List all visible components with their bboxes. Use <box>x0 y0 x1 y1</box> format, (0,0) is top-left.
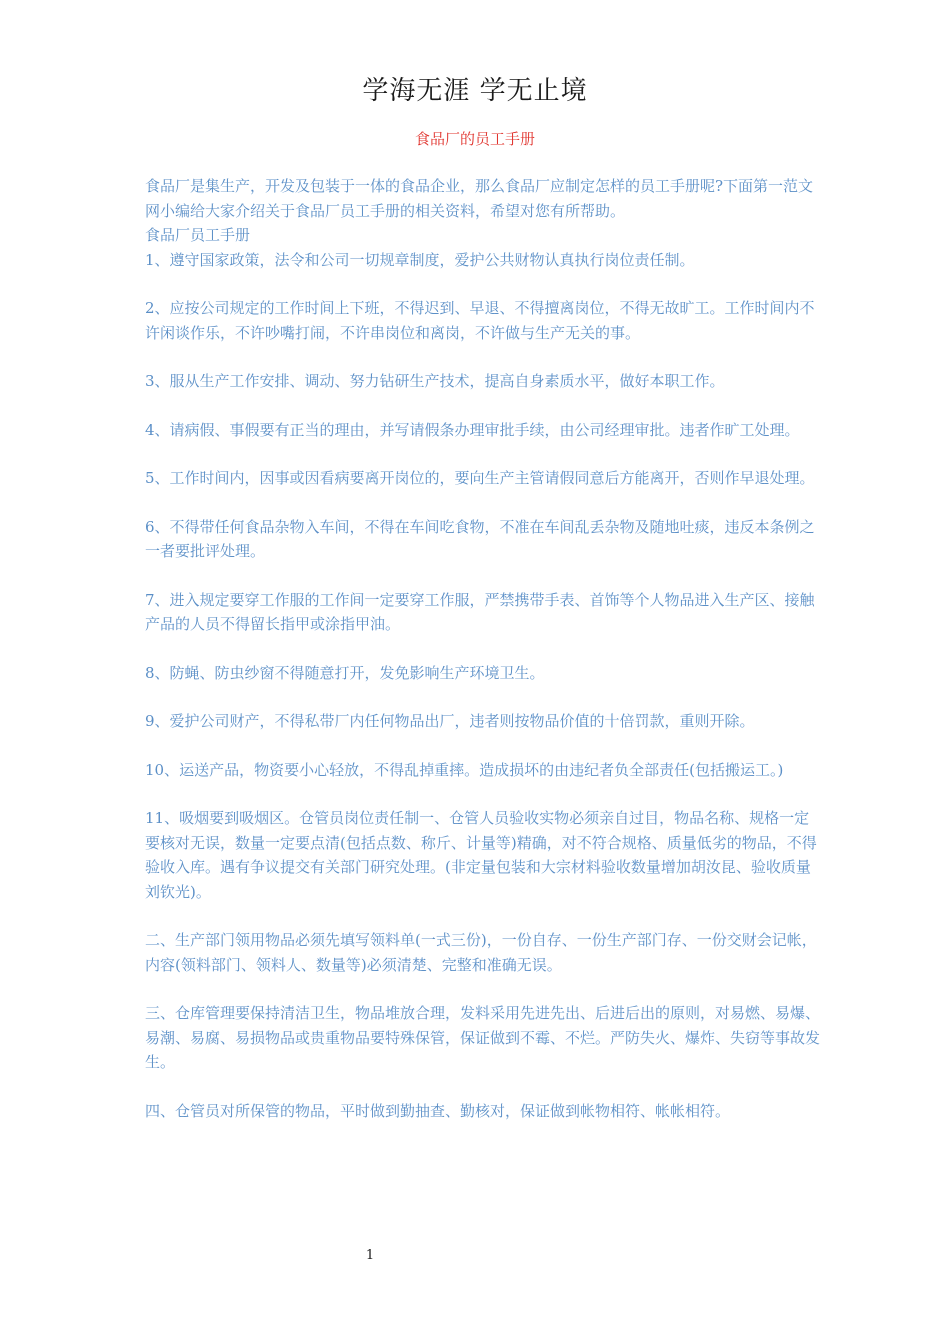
list-item: 7、进入规定要穿工作服的工作间一定要穿工作服，严禁携带手表、首饰等个人物品进入生产区、接触产品的人员不得留长指甲或涂指甲油。 <box>145 590 815 633</box>
list-item: 四、仓管员对所保管的物品，平时做到勤抽查、勤核对，保证做到帐物相符、帐帐相符。 <box>145 1101 731 1120</box>
document-body <box>145 174 820 1123</box>
list-item: 3、服从生产工作安排、调动、努力钻研生产技术，提高自身素质水平，做好本职工作。 <box>145 372 725 390</box>
list-item: 11、吸烟要到吸烟区。仓管员岗位责任制一、仓管人员验收实物必须亲自过目，物品名称、规格一定要核对无误，数量一定要点清(包括点数、称斤、计量等)精确，对不符合规格、质量低劣的物品，不得验收入库。遇有争议提交有关部门研究处理。(非定量包装和大宗材料验收数量增加胡汝昆、验收质量刘钦光)。 <box>145 809 817 901</box>
list-item: 1、遵守国家政策，法令和公司一切规章制度，爱护公共财物认真执行岗位责任制。 <box>145 250 695 269</box>
list-item: 10、运送产品，物资要小心轻放，不得乱掉重摔。造成损坏的由违纪者负全部责任(包括搬运工。) <box>145 760 784 779</box>
section-subtitle: 食品厂员工手册 <box>145 226 251 244</box>
list-item: 5、工作时间内，因事或因看病要离开岗位的，要向生产主管请假同意后方能离开，否则作早退处理。 <box>145 469 815 487</box>
list-item: 8、防蝇、防虫纱窗不得随意打开，发免影响生产环境卫生。 <box>145 663 545 682</box>
list-item: 三、仓库管理要保持清洁卫生，物品堆放合理，发料采用先进先出、后进后出的原则，对易燃、易爆、易潮、易腐、易损物品或贵重物品要特殊保管，保证做到不霉、不烂。严防失火、爆炸、失窃等事故发生。 <box>145 1004 821 1071</box>
list-item: 2、应按公司规定的工作时间上下班，不得迟到、早退、不得擅离岗位，不得无故旷工。工作时间内不许闲谈作乐，不许吵嘴打闹，不许串岗位和离岗，不许做与生产无关的事。 <box>145 299 815 342</box>
list-item: 二、生产部门领用物品必须先填写领料单(一式三份)，一份自存、一份生产部门存、一份交财会记帐，内容(领料部门、领料人、数量等)必须清楚、完整和准确无误。 <box>145 931 817 974</box>
page-header-title: 学海无涯 学无止境 <box>362 76 588 106</box>
intro-paragraph: 食品厂是集生产，开发及包装于一体的食品企业，那么食品厂应制定怎样的员工手册呢?下面第一范文网小编给大家介绍关于食品厂员工手册的相关资料，希望对您有所帮助。 <box>145 177 814 220</box>
list-item: 6、不得带任何食品杂物入车间，不得在车间吃食物，不准在车间乱丢杂物及随地吐痰，违反本条例之一者要批评处理。 <box>145 517 815 560</box>
list-item: 4、请病假、事假要有正当的理由，并写请假条办理审批手续，由公司经理审批。违者作旷工处理。 <box>145 420 800 439</box>
list-item: 9、爱护公司财产，不得私带厂内任何物品出厂，违者则按物品价值的十倍罚款，重则开除。 <box>145 712 755 730</box>
page-number: 1 <box>365 1248 375 1263</box>
document-title: 食品厂的员工手册 <box>414 130 535 148</box>
